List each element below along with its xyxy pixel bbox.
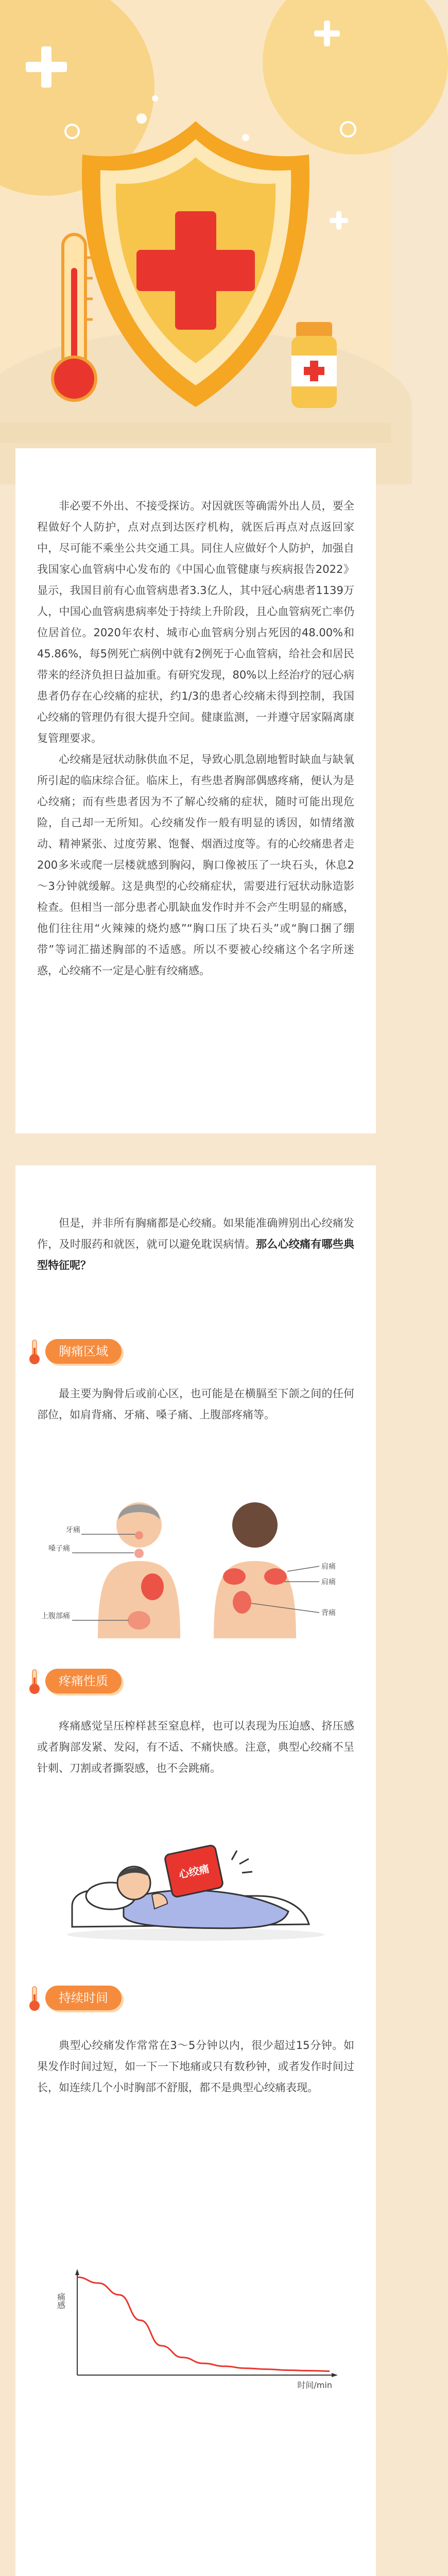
x-axis-label: 时间/min bbox=[297, 2380, 332, 2390]
figure-label: 上腹部痛 bbox=[41, 1612, 70, 1620]
intro-paragraph: 心绞痛是冠状动脉供血不足，导致心肌急剧地暂时缺血与缺氧所引起的临床综合征。临床上，有些患者胸部偶感疼痛，便认为是心绞痛；而有些患者因为不了解心绞痛的症状，随时可能出现危险，自己却一无所知。心绞痛发作一般有明显的诱因，如情绪激动、精神紧张、过度劳累、饱餐、烟酒过度等。有的心绞痛患者走200多米或爬一层楼就感到胸闷，胸口像被压了一块石头，休息2～3分钟就缓解。这是典型的心绞痛症状，需要进行冠状动脉造影检查。但相当一部分患者心肌缺血发作时并不会产生明显的痛感，他们往往用“火辣辣的烧灼感”“胸口压了块石头”或“胸口捆了绷带”等词汇描述胸部的不适感。所以不要被心绞痛这个名字所迷惑，心绞痛不一定是心脏有绞痛感。 bbox=[37, 753, 354, 977]
medicine-bottle-icon bbox=[291, 322, 337, 408]
section-label: 疼痛性质 bbox=[45, 1669, 122, 1693]
intro-paragraph: 非必要不外出、不接受探访。对因就医等确需外出人员，要全程做好个人防护，点对点到达医疗机构，就医后再点对点返回家中，尽可能不乘坐公共交通工具。同住人应做好个人防护，加强自我国家心血管病中心发布的《中国心血管健康与疾病报告2022》显示，我国目前有心血管病患者3.3亿人，其中冠心病患者1139万人，中国心血管病患病率处于持续上升阶段，且心血管病死亡率仍位居首位。2020年农村、城市心血管病分别占死因的48.00%和45.86%，每5例死亡病例中就有2例死于心血管病，给社会和居民带来的经济负担日益加重。有研究发现，80%以上经治疗的冠心病患者仍存在心绞痛的症状，约1/3的患者心绞痛未得到控制，我国心绞痛的管理仍有很大提升空间。健康监测，一并遵守居家隔离康复管理要求。 bbox=[37, 500, 354, 744]
patient-in-bed-figure bbox=[62, 1839, 330, 1942]
y-axis-label: 痛感 bbox=[56, 2293, 66, 2309]
chart-svg bbox=[57, 2262, 345, 2396]
thermometer-icon bbox=[29, 1669, 40, 1693]
section-label: 胸痛区域 bbox=[45, 1339, 122, 1364]
section-header-chest-pain-area bbox=[29, 1337, 122, 1366]
thermometer-icon bbox=[29, 1986, 40, 2010]
figure-label: 牙痛 bbox=[66, 1526, 80, 1534]
section-text: 典型心绞痛发作常常在3～5分钟以内，很少超过15分钟。如果发作时间过短，如一下一下地痛或只有数秒钟，或者发作时间过长，如连续几个小时胸部不舒服，都不是典型心绞痛表现。 bbox=[37, 2039, 354, 2094]
shield-icon bbox=[82, 121, 309, 407]
section-header-pain-nature bbox=[29, 1667, 122, 1696]
section-header-duration bbox=[29, 1984, 122, 2012]
section-text: 疼痛感觉呈压榨样甚至窒息样，也可以表现为压迫感、挤压感或者胸部发紧、发闷，有不适、不痛快感。注意，典型心绞痛不呈针刺、刀割或者撕裂感，也不会跳痛。 bbox=[37, 1720, 354, 1774]
thermometer-icon bbox=[29, 1340, 40, 1363]
section-text: 最主要为胸骨后或前心区，也可能是在横膈至下颌之间的任何部位，如肩背痛、牙痛、嗓子痛、上腹部疼痛等。 bbox=[37, 1387, 354, 1421]
section-label: 持续时间 bbox=[45, 1986, 122, 2010]
figure-label: 嗓子痛 bbox=[48, 1545, 70, 1553]
typical-lead-paragraph: 但是，并非所有胸痛都是心绞痛。如果能准确辨别出心绞痛发作，及时服药和就医，就可以避免耽误病情。那么心绞痛有哪些典型特征呢？ bbox=[37, 1217, 354, 1272]
shield-medical-illustration bbox=[0, 0, 391, 443]
pain-duration-chart bbox=[57, 2262, 345, 2396]
figure-label: 肩痛 bbox=[321, 1563, 336, 1571]
hero-illustration bbox=[0, 0, 391, 443]
thermometer-icon bbox=[53, 234, 96, 400]
pain-series-line bbox=[77, 2277, 330, 2371]
figure-label: 肩痛 bbox=[321, 1578, 336, 1586]
intro-card bbox=[15, 448, 376, 1133]
figure-label: 背痛 bbox=[321, 1609, 336, 1617]
figure-label: 心绞痛 bbox=[177, 1862, 211, 1881]
pain-location-figure bbox=[41, 1489, 350, 1638]
